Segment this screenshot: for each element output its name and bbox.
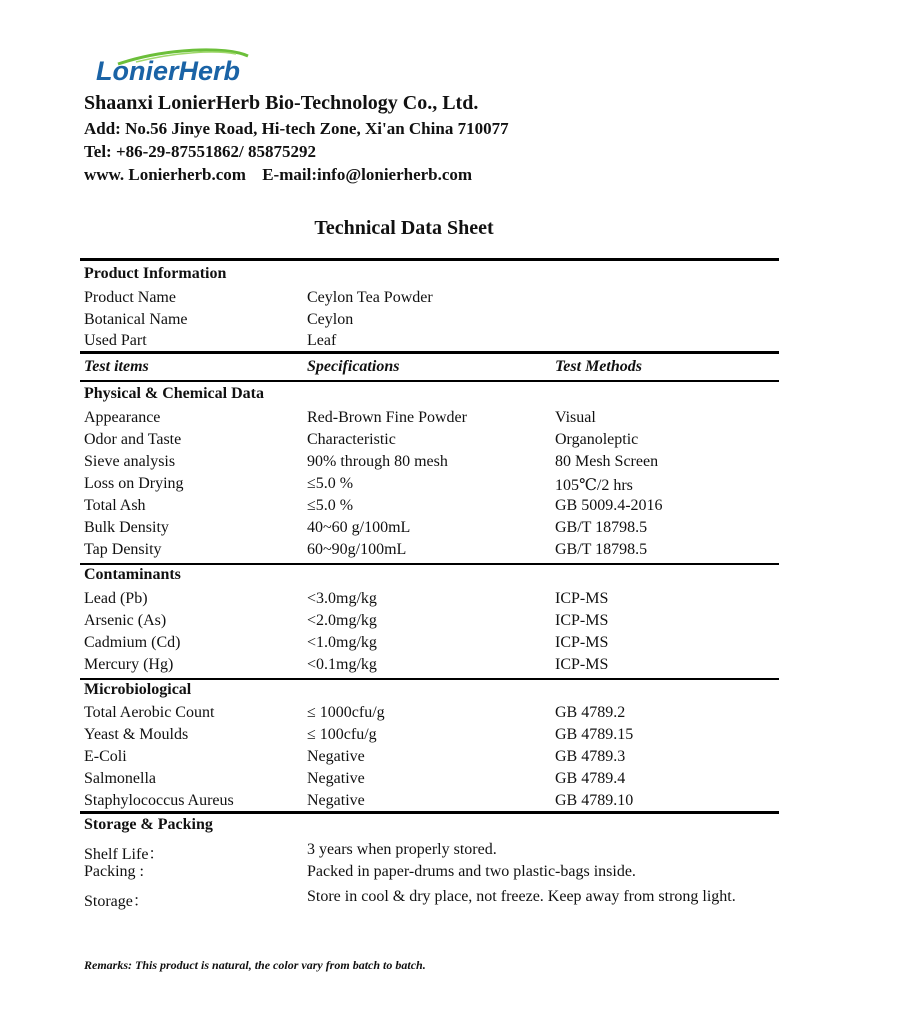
section-heading-label: Physical & Chemical Data — [84, 385, 264, 402]
test-item: Arsenic (As) — [84, 612, 167, 629]
section-heading-storage — [0, 816, 900, 838]
table-row — [0, 863, 900, 885]
logo-text: LonierHerb — [96, 56, 241, 86]
row-label: Product Name — [84, 289, 176, 306]
section-heading-product-info — [0, 265, 900, 287]
test-item: Sieve analysis — [84, 453, 176, 470]
row-value: Leaf — [307, 332, 337, 349]
company-website-link[interactable]: www. Lonierherb.com — [84, 165, 246, 184]
company-phone: Tel: +86-29-87551862/ 85875292 — [84, 142, 316, 161]
test-spec: 60~90g/100mL — [307, 541, 407, 558]
test-item: Total Aerobic Count — [84, 704, 215, 721]
table-row — [0, 541, 900, 563]
remarks-note: Remarks: This product is natural, the color vary from batch to batch. — [84, 958, 426, 972]
test-item: Tap Density — [84, 541, 162, 558]
table-row — [0, 590, 900, 612]
test-method: ICP-MS — [555, 590, 609, 607]
storage-value: 3 years when properly stored. — [307, 841, 497, 858]
test-item: Salmonella — [84, 770, 156, 787]
header-bottom-rule — [80, 380, 779, 382]
company-address: Add: No.56 Jinye Road, Hi-tech Zone, Xi'an China 710077 — [84, 119, 509, 138]
test-spec: <1.0mg/kg — [307, 634, 377, 651]
test-spec: <2.0mg/kg — [307, 612, 377, 629]
table-row — [0, 770, 900, 792]
test-spec: <3.0mg/kg — [307, 590, 377, 607]
table-row — [0, 431, 900, 453]
test-method: 80 Mesh Screen — [555, 453, 659, 470]
test-method: GB 4789.4 — [555, 770, 626, 787]
test-spec: Negative — [307, 770, 365, 787]
storage-value: Store in cool & dry place, not freeze. Keep away from strong light. — [307, 888, 736, 905]
test-spec: ≤5.0 % — [307, 475, 354, 492]
test-method: GB/T 18798.5 — [555, 541, 648, 558]
test-item: Appearance — [84, 409, 161, 426]
table-row — [0, 841, 900, 863]
row-label: Used Part — [84, 332, 147, 349]
table-row — [0, 612, 900, 634]
storage-value: Packed in paper-drums and two plastic-bags inside. — [307, 863, 636, 880]
test-item: Mercury (Hg) — [84, 656, 174, 673]
test-method: GB 4789.3 — [555, 748, 626, 765]
test-spec: Negative — [307, 748, 365, 765]
test-method: ICP-MS — [555, 656, 609, 673]
test-method: GB 4789.10 — [555, 792, 634, 809]
test-item: Bulk Density — [84, 519, 169, 536]
test-spec: Negative — [307, 792, 365, 809]
test-item: Cadmium (Cd) — [84, 634, 181, 651]
table-row — [0, 289, 900, 311]
table-row — [0, 726, 900, 748]
test-spec: <0.1mg/kg — [307, 656, 377, 673]
section-heading-label: Storage & Packing — [84, 816, 213, 833]
test-item: Total Ash — [84, 497, 146, 514]
section-divider — [80, 811, 779, 814]
test-method: GB 4789.15 — [555, 726, 634, 743]
table-row — [0, 311, 900, 333]
table-row — [0, 704, 900, 726]
section-heading-contaminants — [0, 566, 900, 588]
table-row — [0, 497, 900, 519]
section-divider — [80, 563, 779, 565]
storage-label: Shelf Life： — [84, 846, 165, 863]
test-spec: 40~60 g/100mL — [307, 519, 411, 536]
table-row — [0, 475, 900, 497]
company-logo — [96, 44, 296, 90]
test-spec: 90% through 80 mesh — [307, 453, 448, 470]
company-name: Shaanxi LonierHerb Bio-Technology Co., Ltd. — [84, 92, 479, 114]
section-heading-label: Product Information — [84, 265, 227, 282]
company-email-link[interactable]: E-mail:info@lonierherb.com — [262, 165, 473, 184]
document-title: Technical Data Sheet — [314, 217, 494, 239]
company-contact-line — [84, 165, 472, 185]
storage-label: Storage： — [84, 893, 149, 910]
test-item: E-Coli — [84, 748, 127, 765]
test-item: Yeast & Moulds — [84, 726, 189, 743]
table-row — [0, 409, 900, 431]
row-value: Ceylon — [307, 311, 354, 328]
row-value: Ceylon Tea Powder — [307, 289, 433, 306]
test-spec: ≤5.0 % — [307, 497, 354, 514]
test-method: 105℃/2 hrs — [555, 477, 633, 494]
header-test-methods: Test Methods — [555, 358, 642, 375]
table-row — [0, 748, 900, 770]
test-spec: Characteristic — [307, 431, 396, 448]
test-method: ICP-MS — [555, 612, 609, 629]
table-row — [0, 453, 900, 475]
header-top-rule — [80, 351, 779, 354]
test-spec: ≤ 1000cfu/g — [307, 704, 385, 721]
test-method: ICP-MS — [555, 634, 609, 651]
section-heading-microbiological — [0, 681, 900, 703]
test-item: Odor and Taste — [84, 431, 182, 448]
table-header-row — [0, 358, 900, 380]
section-heading-physical — [0, 385, 900, 407]
row-label: Botanical Name — [84, 311, 188, 328]
table-row — [0, 888, 900, 910]
test-item: Staphylococcus Aureus — [84, 792, 234, 809]
table-row — [0, 656, 900, 678]
test-method: Organoleptic — [555, 431, 639, 448]
test-item: Lead (Pb) — [84, 590, 148, 607]
header-test-items: Test items — [84, 358, 149, 375]
test-spec: Red-Brown Fine Powder — [307, 409, 467, 426]
section-heading-label: Contaminants — [84, 566, 181, 583]
table-row — [0, 519, 900, 541]
section-heading-label: Microbiological — [84, 681, 192, 698]
table-row — [0, 634, 900, 656]
test-method: GB 5009.4-2016 — [555, 497, 663, 514]
test-method: GB/T 18798.5 — [555, 519, 648, 536]
header-specifications: Specifications — [307, 358, 400, 375]
storage-label: Packing : — [84, 863, 144, 880]
test-spec: ≤ 100cfu/g — [307, 726, 377, 743]
test-item: Loss on Drying — [84, 475, 184, 492]
test-method: Visual — [555, 409, 596, 426]
table-top-rule — [80, 258, 779, 261]
test-method: GB 4789.2 — [555, 704, 626, 721]
section-divider — [80, 678, 779, 680]
